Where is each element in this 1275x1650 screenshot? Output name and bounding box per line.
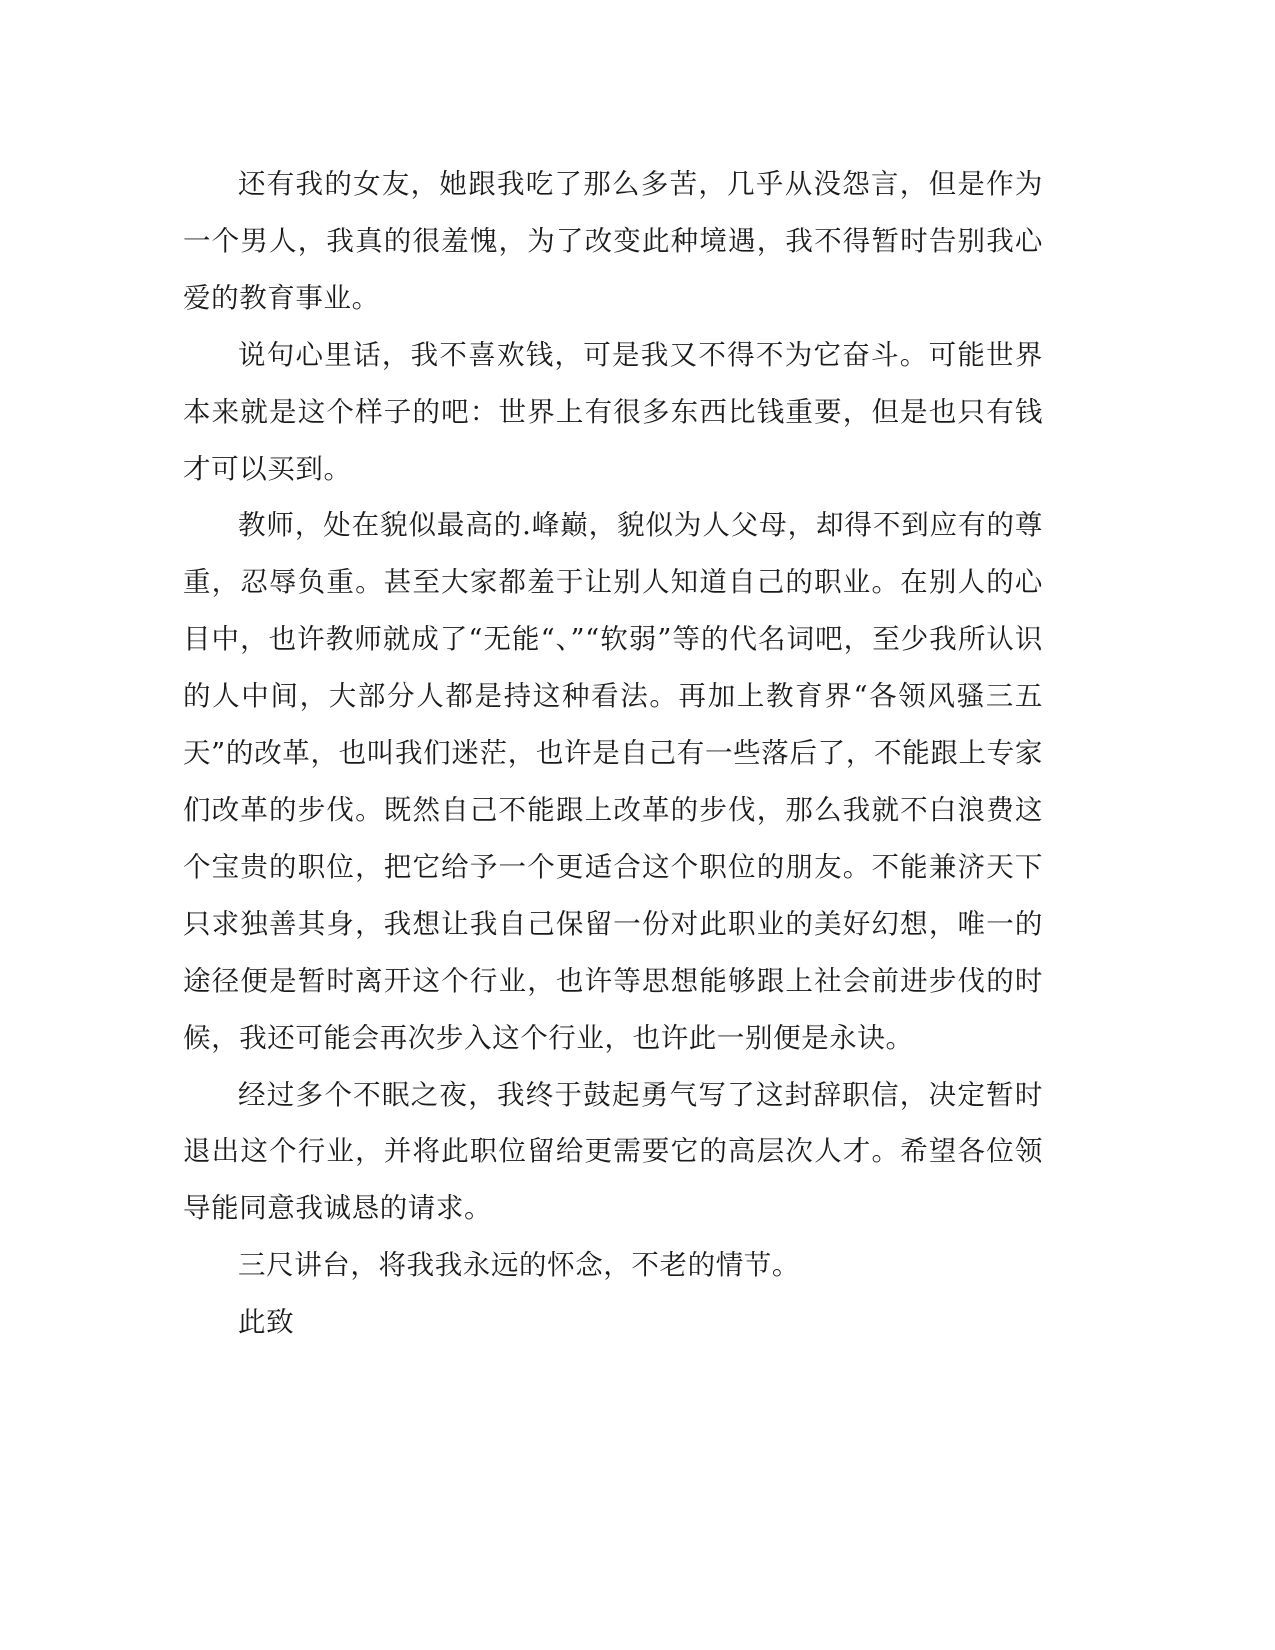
paragraph-girlfriend: 还有我的女友，她跟我吃了那么多苦，几乎从没怨言，但是作为一个男人，我真的很羞愧，为了改变此种境遇，我不得暂时告别我心爱的教育事业。 — [183, 168, 1043, 314]
paragraph-money: 说句心里话，我不喜欢钱，可是我又不得不为它奋斗。可能世界本来就是这个样子的吧：世界上有很多东西比钱重要，但是也只有钱才可以买到。 — [183, 338, 1043, 485]
paragraph-resignation: 经过多个不眠之夜，我终于鼓起勇气写了这封辞职信，决定暂时退出这个行业，并将此职位留给更需要它的高层次人才。希望各位领导能同意我诚恳的请求。 — [183, 1078, 1043, 1225]
paragraph-salutation: 此致 — [238, 1306, 295, 1339]
letter-body — [183, 156, 1043, 1351]
paragraph-podium: 三尺讲台，将我我永远的怀念，不老的情节。 — [238, 1249, 800, 1282]
paragraph-teacher: 教师，处在貌似最高的.峰巅，貌似为人父母，却得不到应有的尊重，忍辱负重。甚至大家都羞于让别人知道自己的职业。在别人的心目中，也许教师就成了“无能“、”“软弱”等的代名词吧，至少我所认识的人中间，大部分人都是持这种看法。再加上教育界“各领风骚三五天”的改革，也叫我们迷茫，也许是自己有一些落后了，不能跟上专家们改革的步伐。既然自己不能跟上改革的步伐，那么我就不白浪费这个宝贵的职位，把它给予一个更适合这个职位的朋友。不能兼济天下只求独善其身，我想让我自己保留一份对此职业的美好幻想，唯一的途径便是暂时离开这个行业，也许等思想能够跟上社会前进步伐的时候，我还可能会再次步入这个行业，也许此一别便是永诀。 — [183, 509, 1043, 1054]
